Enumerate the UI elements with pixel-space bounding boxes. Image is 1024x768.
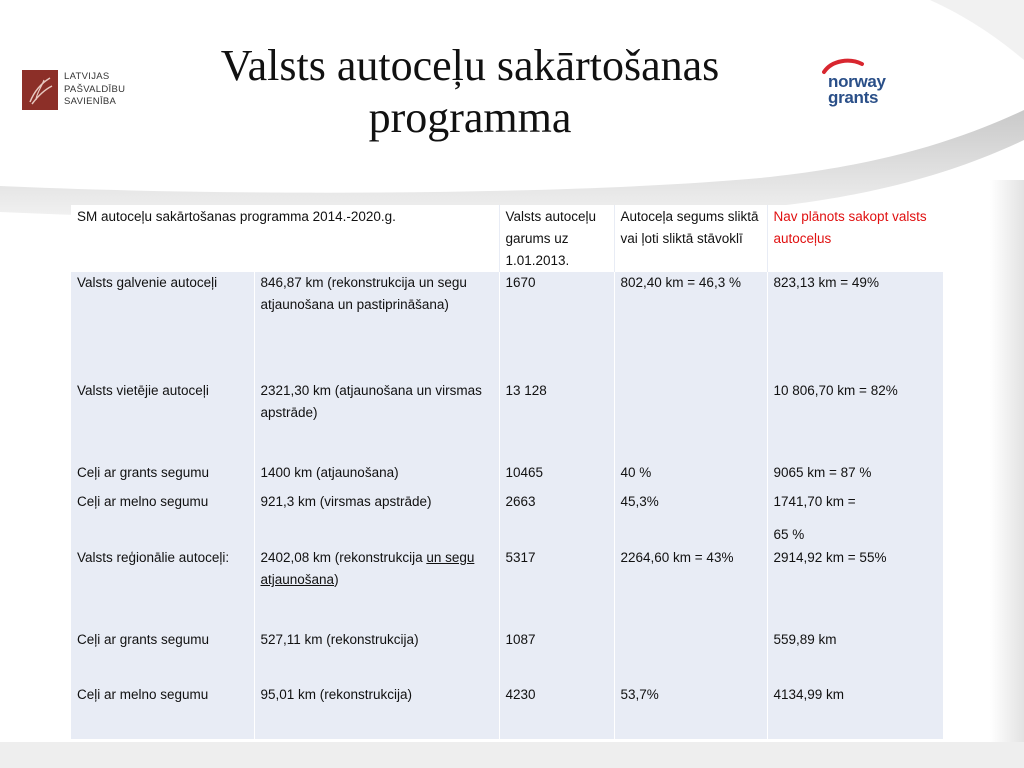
row-program-part-2: un segu atjaunošana (260, 550, 475, 587)
row-category: Ceļi ar grants segumu (77, 632, 210, 647)
row-not-planned: 9065 km = 87 % (767, 462, 943, 491)
table-row (71, 380, 943, 462)
row-category: Ceļi ar grants segumu (77, 465, 210, 480)
row-bad-condition: 45,3% (614, 491, 767, 547)
table-row (71, 547, 943, 629)
row-not-planned (767, 491, 943, 547)
row-length: 13 128 (499, 380, 614, 462)
row-program: 527,11 km (rekonstrukcija) (254, 629, 499, 684)
table-row (71, 629, 943, 684)
row-program: 1400 km (atjaunošana) (254, 462, 499, 491)
row-program: 2321,30 km (atjaunošana un virsmas apstrāde) (254, 380, 499, 462)
row-category: Ceļi ar melno segumu (77, 494, 209, 509)
row-program (254, 547, 499, 629)
row-not-planned-line-1: 1741,70 km = (773, 494, 856, 509)
row-program-part-1: 2402,08 km (rekonstrukcija (260, 550, 427, 565)
road-program-table (71, 205, 943, 739)
row-not-planned: 559,89 km (767, 629, 943, 684)
row-not-planned: 2914,92 km = 55% (767, 547, 943, 629)
lps-text-line-2: PAŠVALDĪBU (64, 83, 126, 95)
table-row (71, 491, 943, 547)
grants-text: grants (828, 88, 879, 107)
table-row (71, 272, 943, 380)
row-category: Ceļi ar melno segumu (77, 687, 209, 702)
row-length: 10465 (499, 462, 614, 491)
row-program: 95,01 km (rekonstrukcija) (254, 684, 499, 739)
page-title (150, 40, 790, 144)
row-program: 846,87 km (rekonstrukcija un segu atjaunošana un pastiprināšana) (254, 272, 499, 380)
header-bad-condition: Autoceļa segums sliktā vai ļoti sliktā stāvoklī (614, 205, 767, 272)
row-not-planned: 10 806,70 km = 82% (767, 380, 943, 462)
row-length: 1670 (499, 272, 614, 380)
row-bad-condition: 802,40 km = 46,3 % (614, 272, 767, 380)
header-road-length: Valsts autoceļu garums uz 1.01.2013. (499, 205, 614, 272)
norway-text: norway (828, 72, 886, 91)
row-not-planned-line-2: 65 % (773, 527, 805, 542)
lps-emblem-icon (22, 70, 58, 110)
row-not-planned: 4134,99 km (767, 684, 943, 739)
lps-logo (22, 70, 162, 114)
row-program: 921,3 km (virsmas apstrāde) (254, 491, 499, 547)
row-length: 4230 (499, 684, 614, 739)
row-category: Valsts reģionālie autoceļi: (77, 550, 230, 565)
row-length: 1087 (499, 629, 614, 684)
title-line-2: programma (368, 93, 572, 142)
row-program-part-3: ) (334, 572, 339, 587)
row-length: 2663 (499, 491, 614, 547)
row-bad-condition: 40 % (614, 462, 767, 491)
row-bad-condition: 2264,60 km = 43% (614, 547, 767, 629)
table-row (71, 684, 943, 739)
row-bad-condition (614, 380, 767, 462)
lps-text-line-1: LATVIJAS (64, 71, 110, 82)
header-not-planned: Nav plānots sakopt valsts autoceļus (767, 205, 943, 272)
row-bad-condition: 53,7% (614, 684, 767, 739)
norway-grants-logo (820, 56, 910, 116)
table-row (71, 462, 943, 491)
row-bad-condition (614, 629, 767, 684)
row-category: Valsts vietējie autoceļi (77, 383, 209, 398)
title-line-1: Valsts autoceļu sakārtošanas (220, 41, 720, 90)
lps-text-line-3: SAVIENĪBA (64, 96, 117, 107)
row-not-planned: 823,13 km = 49% (767, 272, 943, 380)
row-category: Valsts galvenie autoceļi (77, 275, 218, 290)
header-program: SM autoceļu sakārtošanas programma 2014.-2020.g. (71, 205, 499, 272)
table-header-row (71, 205, 943, 272)
row-length: 5317 (499, 547, 614, 629)
